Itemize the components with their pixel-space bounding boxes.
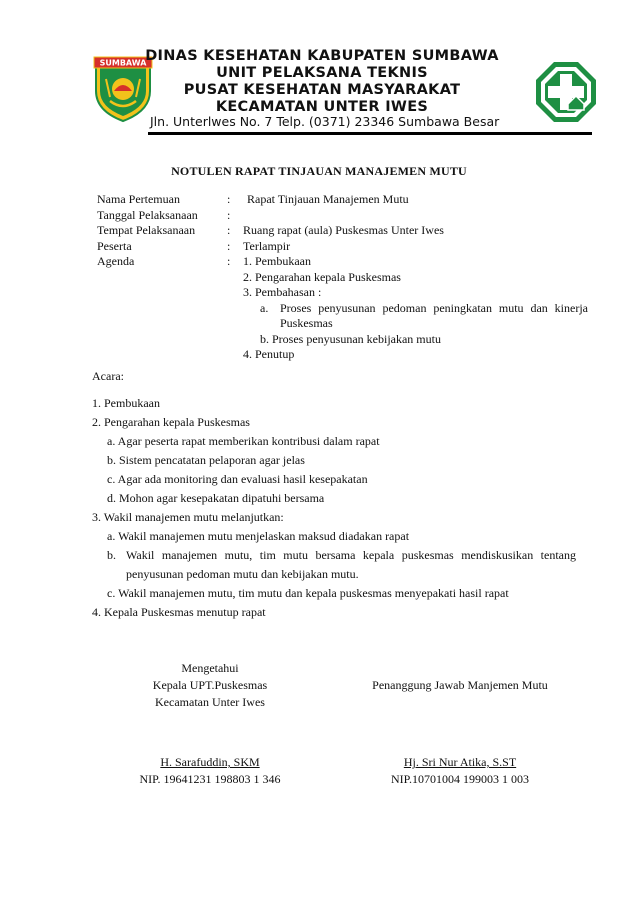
meeting-name-label: Nama Pertemuan — [97, 192, 180, 206]
separator: : — [227, 254, 231, 268]
acara-item-3: 3. Wakil manajemen mutu melanjutkan: — [92, 510, 284, 524]
acara-item-2d: d. Mohon agar kesepakatan dipatuhi bersama — [107, 491, 325, 505]
left-signer-nip: NIP. 19641231 198803 1 346 — [139, 772, 281, 786]
left-signer-unit: Kecamatan Unter Iwes — [155, 695, 265, 709]
agenda-label: Agenda — [97, 254, 135, 268]
right-signer-position: Penanggung Jawab Manjemen Mutu — [372, 678, 548, 692]
separator: : — [227, 192, 231, 206]
acknowledged-label: Mengetahui — [181, 661, 239, 675]
acara-item-2a: a. Agar peserta rapat memberikan kontribusi dalam rapat — [107, 434, 380, 448]
left-signature-block — [120, 660, 300, 711]
letterhead-divider — [148, 132, 592, 135]
acara-item-3b-marker: b. — [107, 548, 116, 562]
acara-item-1: 1. Pembukaan — [92, 396, 160, 410]
agenda-item-4: 4. Penutup — [243, 347, 295, 361]
agenda-item-2: 2. Pengarahan kepala Puskesmas — [243, 269, 401, 284]
agenda-item-3a-marker: a. — [260, 300, 269, 315]
acara-heading: Acara: — [92, 369, 124, 383]
separator: : — [227, 223, 231, 237]
acara-item-4: 4. Kepala Puskesmas menutup rapat — [92, 605, 266, 619]
document-title: NOTULEN RAPAT TINJAUAN MANAJEMEN MUTU — [171, 164, 467, 178]
agency-line-1: DINAS KESEHATAN KABUPATEN SUMBAWA — [145, 48, 499, 64]
agency-address: Jln. Unterlwes No. 7 Telp. (0371) 23346 Sumbawa Besar — [150, 114, 500, 129]
meeting-name-value: Rapat Tinjauan Manajemen Mutu — [247, 192, 409, 206]
date-label: Tanggal Pelaksanaan — [97, 207, 198, 222]
agenda-item-3: 3. Pembahasan : — [243, 285, 322, 299]
left-signer-position: Kepala UPT.Puskesmas — [152, 678, 268, 692]
acara-item-2: 2. Pengarahan kepala Puskesmas — [92, 415, 250, 429]
agenda-item-1: 1. Pembukaan — [243, 254, 311, 268]
place-value: Ruang rapat (aula) Puskesmas Unter Iwes — [243, 223, 444, 237]
separator: : — [227, 238, 231, 253]
meeting-info — [97, 192, 597, 361]
agenda-item-3b: b. Proses penyusunan kebijakan mutu — [260, 331, 441, 346]
right-signer-name: Hj. Sri Nur Atika, S.ST — [403, 755, 517, 769]
place-label: Tempat Pelaksanaan — [97, 223, 196, 237]
puskesmas-logo — [534, 60, 598, 124]
acara-item-3b-line-1: Wakil manajemen mutu, tim mutu bersama kepala puskesmas mendiskusikan tentang — [126, 548, 576, 562]
emblem-banner-text: SUMBAWA — [99, 58, 147, 68]
right-signer-nip: NIP.10701004 199003 1 003 — [390, 772, 529, 786]
agenda-item-3a-line-1: Proses penyusunan pedoman peningkatan mutu dan kinerja — [280, 300, 588, 315]
acara-item-2c: c. Agar ada monitoring dan evaluasi hasil kesepakatan — [107, 472, 368, 486]
participants-value: Terlampir — [243, 238, 291, 253]
separator: : — [227, 207, 231, 222]
acara-item-3b-line-2: penyusunan pedoman mutu dan kebijakan mutu. — [126, 567, 359, 581]
acara-item-2b: b. Sistem pencatatan pelaporan agar jelas — [107, 453, 305, 467]
agency-line-4: KECAMATAN UNTER IWES — [215, 99, 429, 115]
left-signer-name: H. Sarafuddin, SKM — [160, 755, 260, 769]
agenda-item-3a-line-2: Puskesmas — [280, 316, 333, 330]
participants-label: Peserta — [97, 238, 132, 253]
agency-line-2: UNIT PELAKSANA TEKNIS — [216, 65, 428, 81]
acara-item-3a: a. Wakil manajemen mutu menjelaskan maksud diadakan rapat — [107, 529, 410, 543]
acara-item-3c: c. Wakil manajemen mutu, tim mutu dan kepala puskesmas menyepakati hasil rapat — [107, 586, 509, 600]
agency-line-3: PUSAT KESEHATAN MASYARAKAT — [183, 82, 461, 98]
